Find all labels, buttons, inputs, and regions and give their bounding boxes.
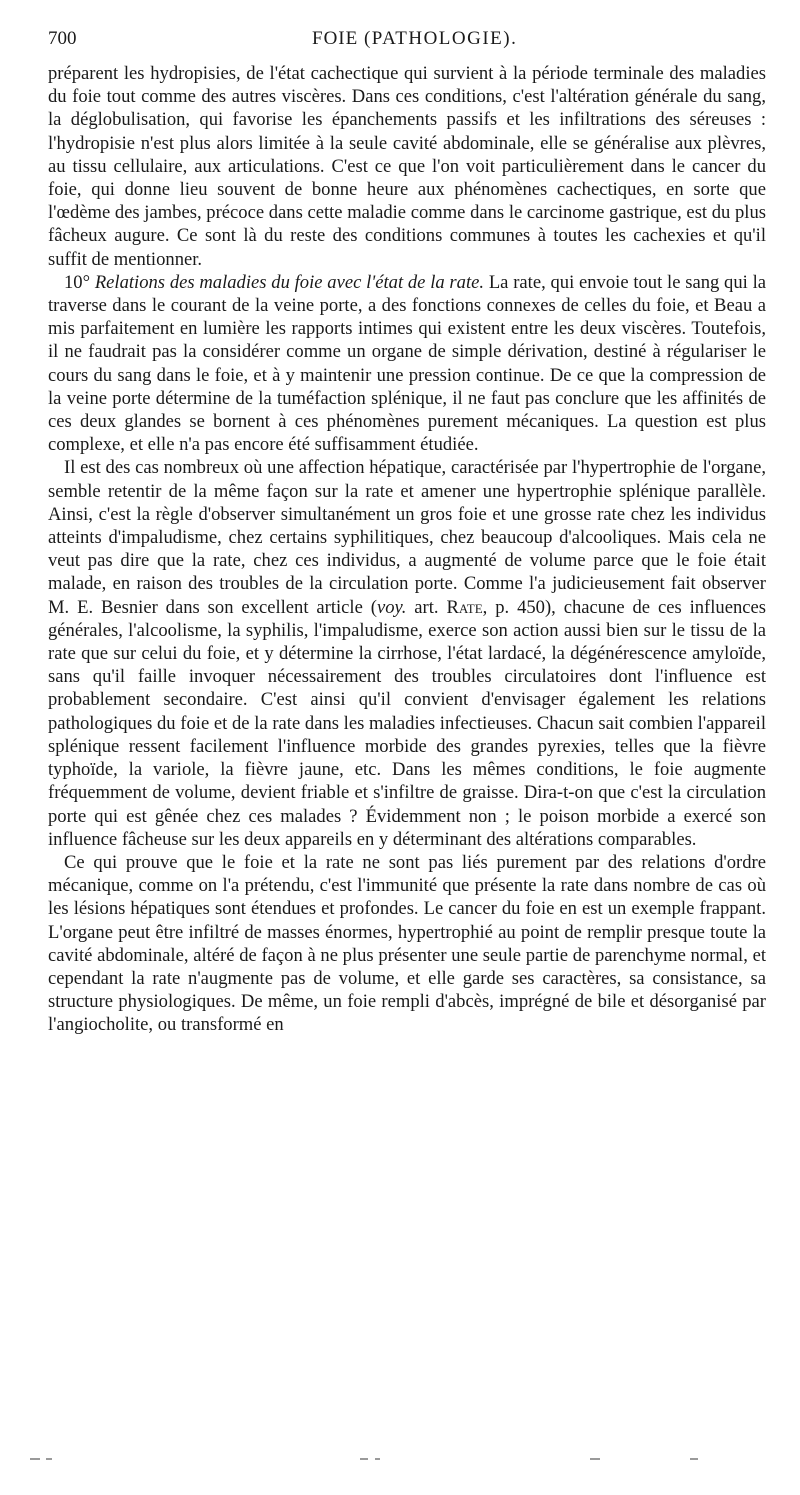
ref-voy: voy. bbox=[376, 596, 407, 618]
paragraph-3-text-b: , p. 450), chacune de ces influences générales, l'alcoolisme, la syphilis, l'impaludisme, exerce son action aussi bien sur le tissu de la rate que sur celui du foie, et y détermine la cirrhose, l'état lardacé, la dégénérescence amyloïde, sans qu'il faille invoquer nécessairement des troubles circulatoires dont l'influence est probablement secondaire. C'est ainsi qu'il convient d'envisager également les relations pathologiques du foie et de la rate dans les maladies infectieuses. Chacun sait combien l'appareil splénique ressent facilement l'influence morbide des grandes pyrexies, telles que la fièvre typhoïde, la variole, la fièvre jaune, etc. Dans les mêmes conditions, le foie augmente fréquemment de volume, devient friable et s'infiltre de graisse. Dira-t-on que c'est la circulation porte qui est gênée chez ces malades ? Évidemment non ; le poison morbide a exercé son influence fâcheuse sur les deux appareils en y déterminant des altérations comparables. bbox=[48, 596, 766, 850]
section-number: 10° bbox=[64, 271, 91, 293]
page bbox=[48, 28, 766, 1037]
body-text bbox=[48, 62, 766, 1037]
paragraph-1: préparent les hydropisies, de l'état cachectique qui survient à la période terminale des maladies du foie tout comme des autres viscères. Dans ces conditions, c'est l'altération générale du sang, la déglobulisation, qui favorise les épanchements passifs et les infiltrations des séreuses : l'hydropisie n'est plus alors limitée à la seule cavité abdominale, elle se généralise aux plèvres, au tissu cellulaire, aux articulations. C'est ce que l'on voit particulièrement dans le cancer du foie, qui donne lieu souvent de bonne heure aux phénomènes cachectiques, en sorte que l'œdème des jambes, précoce dans cette maladie comme dans le carcinome gastrique, est du plus fâcheux augure. Ce sont là du reste des conditions communes à toutes les cachexies et qu'il suffit de mentionner. bbox=[48, 63, 766, 270]
paragraph-4: Ce qui prouve que le foie et la rate ne sont pas liés purement par des relations d'ordre mécanique, comme on l'a prétendu, c'est l'immunité que présente la rate dans nombre de cas où les lésions hépatiques sont étendues et profondes. Le cancer du foie en est un exemple frappant. L'organe peut être infiltré de masses énormes, hypertrophié au point de remplir presque toute la cavité abdominale, altéré de façon à ne plus présenter une seule partie de parenchyme normal, et cependant la rate n'augmente pas de volume, et elle garde ses caractères, sa consistance, sa structure physiologiques. De même, un foie rempli d'abcès, imprégné de bile et désorganisé par l'angiocholite, ou transformé en bbox=[48, 851, 766, 1036]
scan-artifact-marks bbox=[30, 1458, 770, 1464]
page-number: 700 bbox=[48, 28, 77, 49]
paragraph-3-text-a: Il est des cas nombreux où une affection hépatique, caractérisée par l'hypertrophie de l'organe, semble retentir de la même façon sur la rate et amener une hypertrophie splénique parallèle. Ainsi, c'est la règle d'observer simultanément un gros foie et une grosse rate chez les individus atteints d'impaludisme, chez certains syphilitiques, chez beaucoup d'alcooliques. Mais cela ne veut pas dire que la rate, chez ces individus, a augmenté de volume parce que le foie était malade, en raison des troubles de la circulation porte. Comme l'a judicieusement fait observer M. E. Besnier dans son excellent article ( bbox=[48, 457, 766, 618]
running-title bbox=[312, 28, 517, 50]
ref-rate: Rate bbox=[446, 596, 483, 618]
paragraph-2 bbox=[48, 271, 766, 457]
ref-art: art. bbox=[406, 596, 447, 618]
running-head bbox=[48, 28, 766, 62]
running-title-sub: (PATHOLOGIE). bbox=[363, 28, 518, 49]
section-heading: Relations des maladies du foie avec l'état de la rate. bbox=[94, 271, 485, 293]
paragraph-2-text: La rate, qui envoie tout le sang qui la traverse dans le courant de la veine porte, a des fonctions connexes de celles du foie, et Beau a mis parfaitement en lumière les rapports intimes qui existent entre les deux viscères. Toutefois, il ne faudrait pas la considérer comme un organe de simple dérivation, destiné à régulariser le cours du sang dans le foie, et à y maintenir une pression continue. De ce que la compression de la veine porte détermine de la tuméfaction splénique, il ne faut pas conclure que les affinités de ces deux glandes se bornent à ces phénomènes purement mécaniques. La question est plus complexe, et elle n'a pas encore été suffisamment étudiée. bbox=[48, 271, 767, 456]
paragraph-3 bbox=[48, 456, 766, 850]
running-title-main: FOIE bbox=[312, 28, 359, 49]
